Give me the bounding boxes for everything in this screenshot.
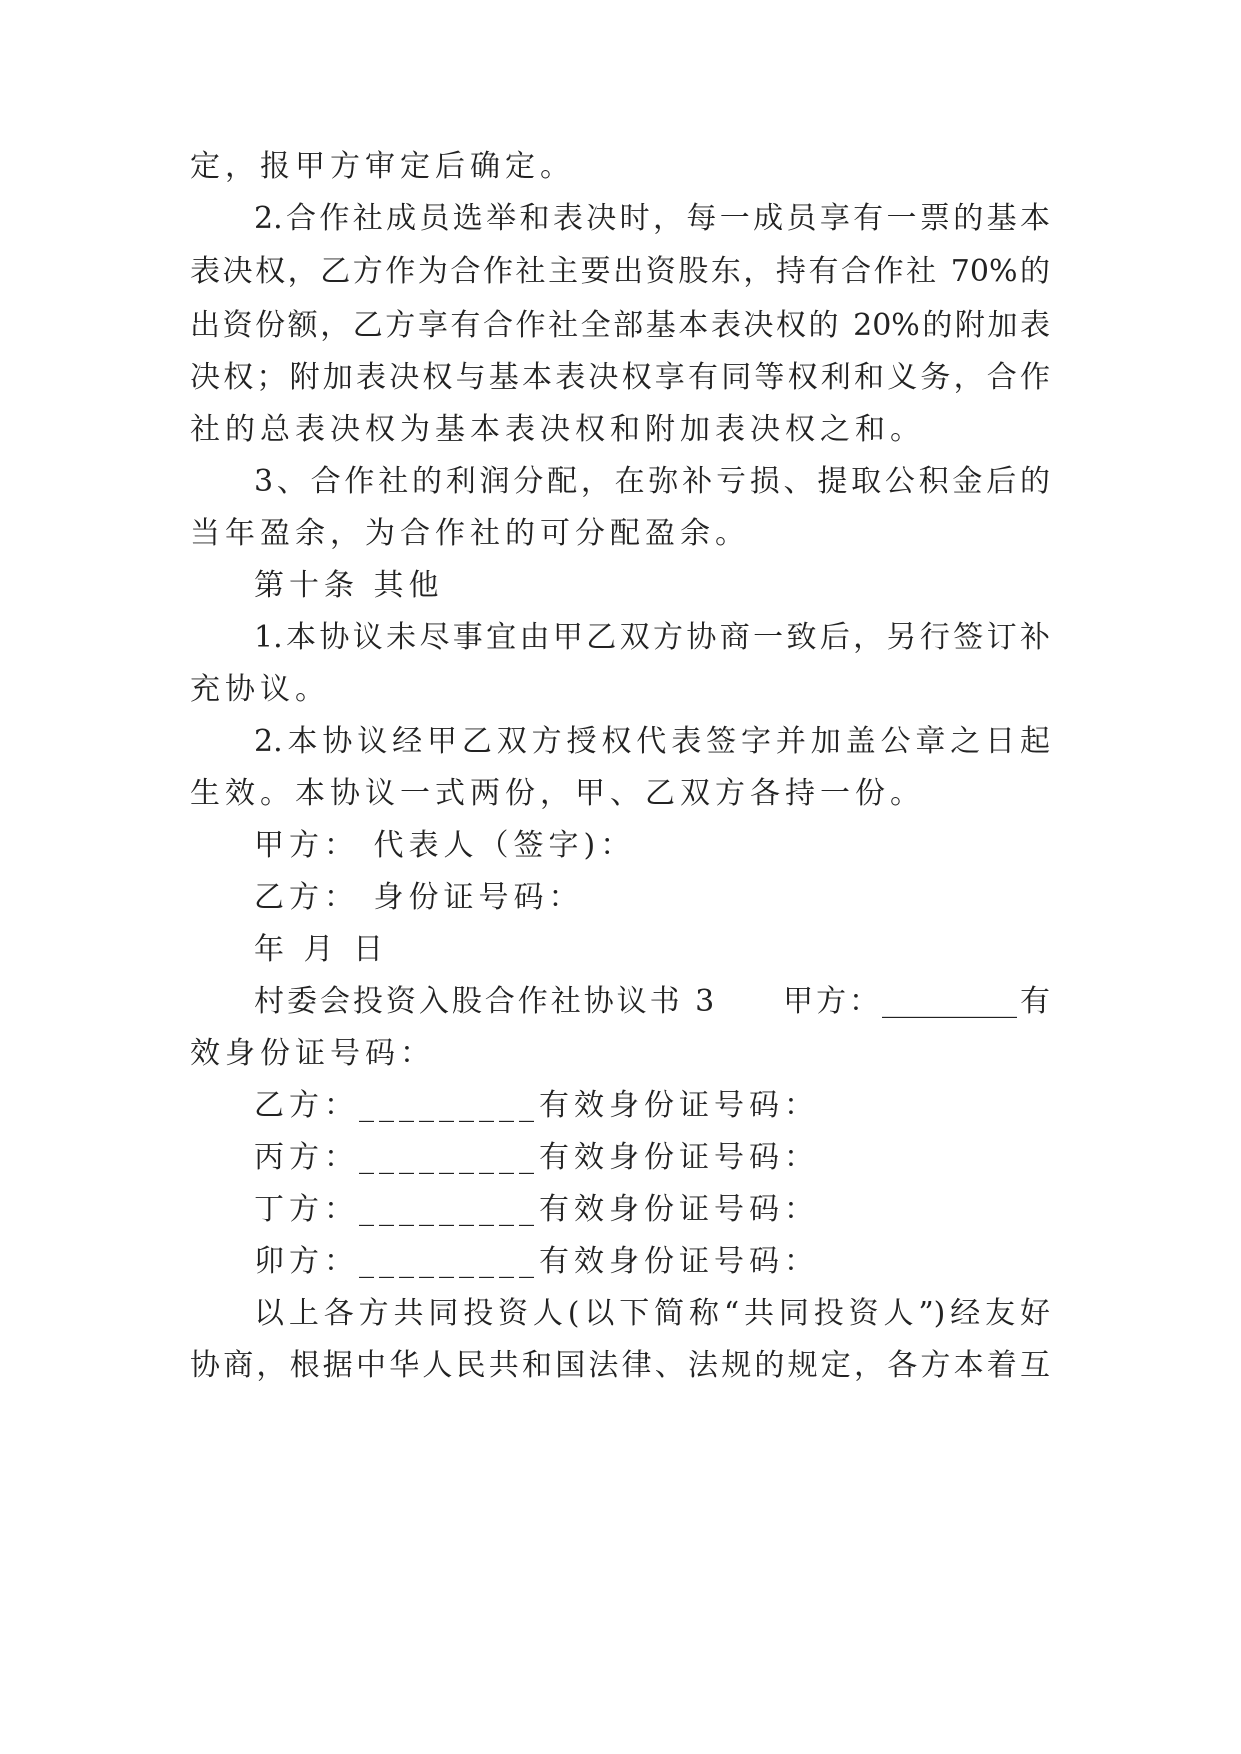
text-line: 3、合作社的利润分配，在弥补亏损、提取公积金后的 [254, 464, 1050, 499]
text-line: 定，报甲方审定后确定。 [190, 149, 575, 184]
text-line: 以上各方共同投资人(以下简称“共同投资人”)经友好 [254, 1296, 1050, 1331]
signature-line: 甲方： 代表人（签字)： [254, 828, 636, 863]
party-line: 丙方：_________有效身份证号码： [254, 1140, 819, 1175]
text-line: 生效。本协议一式两份，甲、乙双方各持一份。 [190, 776, 925, 811]
date-line: 年 月 日 [254, 932, 389, 967]
text-line: 2.本协议经甲乙双方授权代表签字并加盖公章之日起 [254, 724, 1050, 759]
party-line: 丁方：_________有效身份证号码： [254, 1192, 819, 1227]
signature-line: 乙方： 身份证号码： [254, 880, 584, 915]
party-line: 乙方：_________有效身份证号码： [254, 1088, 819, 1123]
text-line: 决权；附加表决权与基本表决权享有同等权利和义务，合作 [190, 360, 1050, 395]
section-heading: 第十条 其他 [254, 568, 444, 603]
text-line: 协商，根据中华人民共和国法律、法规的规定，各方本着互 [190, 1348, 1050, 1383]
text-line: 社的总表决权为基本表决权和附加表决权之和。 [190, 412, 925, 447]
text-line: 2.合作社成员选举和表决时，每一成员享有一票的基本 [254, 201, 1050, 236]
text-line: 1.本协议未尽事宜由甲乙双方协商一致后，另行签订补 [254, 620, 1050, 655]
text-line: 当年盈余，为合作社的可分配盈余。 [190, 516, 750, 551]
text-line: 表决权，乙方作为合作社主要出资股东，持有合作社 70%的 [190, 254, 1050, 289]
party-line: 卯方：_________有效身份证号码： [254, 1244, 819, 1279]
text-line: 出资份额，乙方享有合作社全部基本表决权的 20%的附加表 [190, 308, 1050, 343]
text-line: 效身份证号码： [190, 1036, 435, 1071]
text-line: 充协议。 [190, 672, 330, 707]
text-line: 村委会投资入股合作社协议书 3 甲方：_________有 [254, 984, 1050, 1019]
